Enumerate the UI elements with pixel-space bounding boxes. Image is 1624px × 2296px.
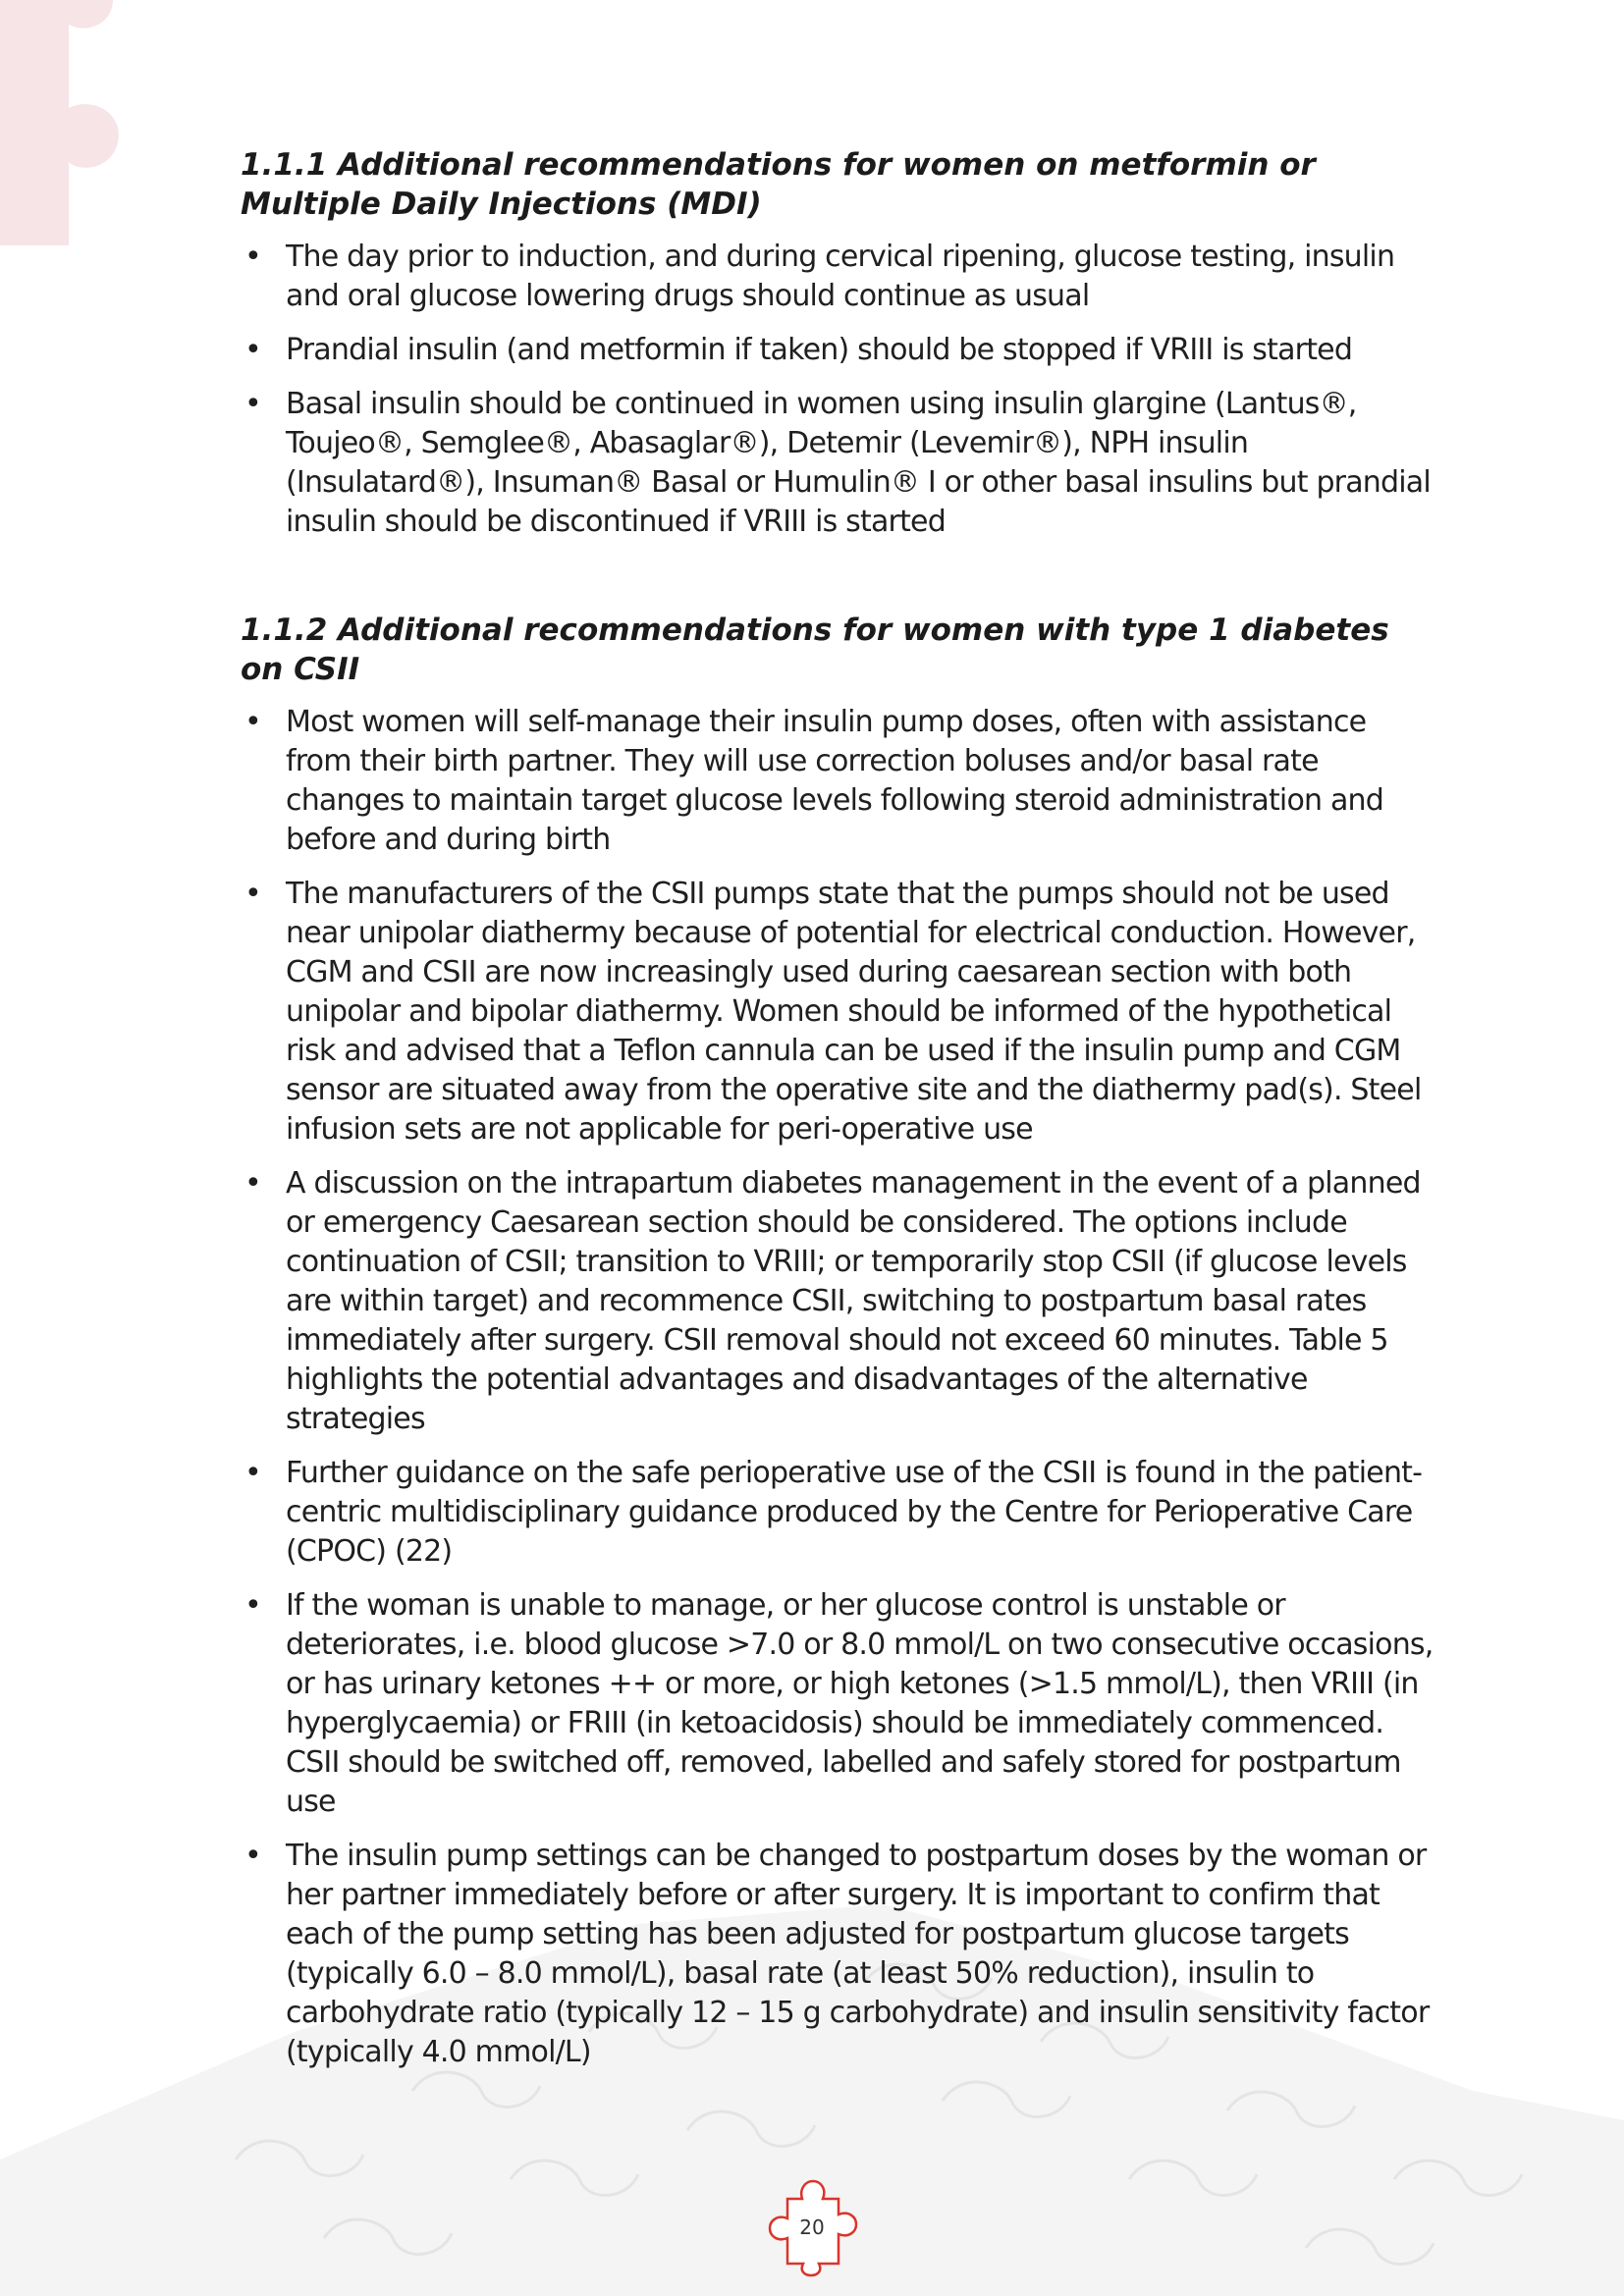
list-item-text: The day prior to induction, and during cervical ripening, glucose testing, insulin and oral glucose lowering drugs should continue as usual [286, 240, 1395, 313]
bullet-dot: • [244, 1166, 261, 1201]
section-additional-recommendations-metformin-mdi [241, 145, 1438, 542]
bullet-dot: • [244, 333, 261, 367]
list-item [241, 385, 1438, 542]
bullet-dot: • [244, 1839, 261, 1873]
list-item-text: Basal insulin should be continued in women using insulin glargine (Lantus®, Toujeo®, Semglee®, Abasaglar®), Detemir (Levemir®), NPH insulin (Insulatard®), Insuman® Basal or Humulin® I or other basal insulins but prandial insulin should be discontinued if VRIII is started [286, 387, 1431, 539]
list-item-text: A discussion on the intrapartum diabetes management in the event of a planned or emergency Caesarean section should be considered. The options include continuation of CSII; transition to VRIII; or temporarily stop CSII (if glucose levels are within target) and recommence CSII, switching to postpartum basal rates immediately after surgery. CSII removal should not exceed 60 minutes. Table 5 highlights the potential advantages and disadvantages of the alternative strategies [286, 1166, 1421, 1436]
list-item-text: Most women will self-manage their insulin pump doses, often with assistance from their birth partner. They will use correction boluses and/or basal rate changes to maintain target glucose levels following steroid administration and before and during birth [286, 705, 1384, 857]
list-item [241, 875, 1438, 1149]
list-item [241, 1454, 1438, 1572]
section-heading: 1.1.1 Additional recommendations for women on metformin or Multiple Daily Injections (MDI) [241, 147, 1316, 222]
list-item-text: Further guidance on the safe perioperative use of the CSII is found in the patient-centric multidisciplinary guidance produced by the Centre for Perioperative Care (CPOC) (22) [286, 1456, 1423, 1569]
section-additional-recommendations-type1-csii [241, 611, 1438, 2072]
bullet-dot: • [244, 877, 261, 911]
bullet-dot: • [244, 705, 261, 739]
list-item [241, 1837, 1438, 2072]
bullet-list [241, 238, 1438, 542]
list-item [241, 1586, 1438, 1822]
document-body [241, 145, 1438, 2087]
page-number-badge [758, 2169, 866, 2277]
bullet-dot: • [244, 1456, 261, 1490]
list-item-text: If the woman is unable to manage, or her glucose control is unstable or deteriorates, i.e. blood glucose >7.0 or 8.0 mmol/L on two consecutive occasions, or has urinary ketones ++ or more, or high ketones (>1.5 mmol/L), then VRIII (in hyperglycaemia) or FRIII (in ketoacidosis) should be immediately commenced. CSII should be switched off, removed, labelled and safely stored for postpartum use [286, 1588, 1434, 1819]
list-item [241, 1164, 1438, 1439]
section-heading: 1.1.2 Additional recommendations for women with type 1 diabetes on CSII [241, 613, 1389, 687]
bullet-list [241, 703, 1438, 2072]
list-item [241, 331, 1438, 370]
list-item-text: The insulin pump settings can be changed to postpartum doses by the woman or her partner immediately before or after surgery. It is important to confirm that each of the pump setting has been adjusted for postpartum glucose targets (typically 6.0 – 8.0 mmol/L), basal rate (at least 50% reduction), insulin to carbohydrate ratio (typically 12 – 15 g carbohydrate) and insulin sensitivity factor (typically 4.0 mmol/L) [286, 1839, 1430, 2069]
bullet-dot: • [244, 387, 261, 421]
bullet-dot: • [244, 240, 261, 274]
background-puzzle-decoration-top [0, 0, 167, 285]
page-number: 20 [799, 2216, 825, 2239]
list-item-text: The manufacturers of the CSII pumps state that the pumps should not be used near unipolar diathermy because of potential for electrical conduction. However, CGM and CSII are now increasingly used during caesarean section with both unipolar and bipolar diathermy. Women should be informed of the hypothetical risk and advised that a Teflon cannula can be used if the insulin pump and CGM sensor are situated away from the operative site and the diathermy pad(s). Steel infusion sets are not applicable for peri-operative use [286, 877, 1422, 1147]
list-item [241, 703, 1438, 860]
list-item-text: Prandial insulin (and metformin if taken) should be stopped if VRIII is started [286, 333, 1353, 367]
bullet-dot: • [244, 1588, 261, 1623]
list-item [241, 238, 1438, 316]
